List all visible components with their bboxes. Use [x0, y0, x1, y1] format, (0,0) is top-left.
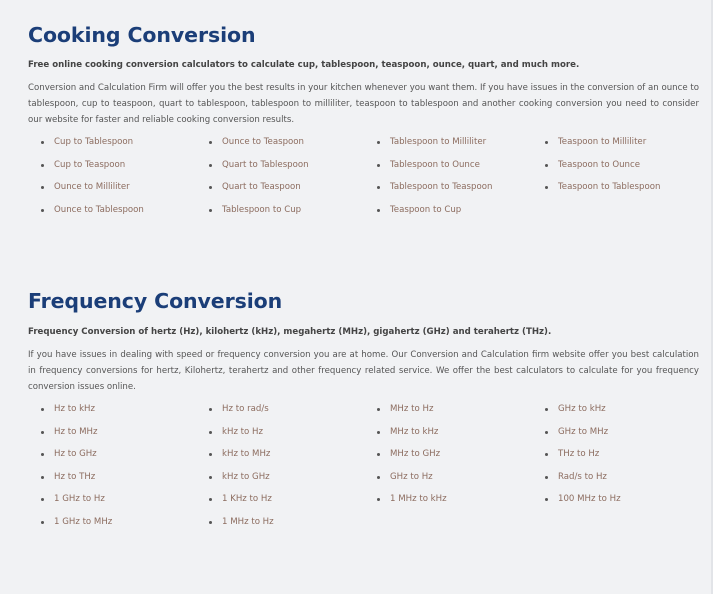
conversion-link[interactable]: Hz to THz [28, 466, 196, 489]
conversion-link[interactable]: kHz to MHz [196, 443, 364, 466]
conversion-link[interactable]: 100 MHz to Hz [532, 488, 699, 511]
section-title: Cooking Conversion [28, 23, 256, 47]
conversion-link[interactable]: Tablespoon to Cup [196, 199, 364, 222]
conversion-link[interactable]: Tablespoon to Teaspoon [364, 176, 532, 199]
conversion-link[interactable]: kHz to Hz [196, 421, 364, 444]
conversion-link[interactable]: kHz to GHz [196, 466, 364, 489]
section-lead: Frequency Conversion of hertz (Hz), kilohertz (kHz), megahertz (MHz), gigahertz (GHz) and terahertz (THz). [28, 327, 552, 337]
conversion-link[interactable]: 1 KHz to Hz [196, 488, 364, 511]
conversion-link[interactable]: 1 MHz to kHz [364, 488, 532, 511]
conversion-link[interactable]: Ounce to Tablespoon [28, 199, 196, 222]
conversion-link[interactable]: Hz to GHz [28, 443, 196, 466]
section-title: Frequency Conversion [28, 289, 283, 313]
conversion-link[interactable]: MHz to kHz [364, 421, 532, 444]
conversion-link[interactable]: Teaspoon to Cup [364, 199, 532, 222]
conversion-link[interactable]: Quart to Teaspoon [196, 176, 364, 199]
conversion-link[interactable]: MHz to GHz [364, 443, 532, 466]
conversion-link[interactable]: Quart to Tablespoon [196, 154, 364, 177]
conversion-link[interactable]: 1 GHz to Hz [28, 488, 196, 511]
frequency-links-list [28, 398, 699, 534]
conversion-link[interactable]: 1 MHz to Hz [196, 511, 364, 534]
conversion-link[interactable]: Ounce to Milliliter [28, 176, 196, 199]
conversion-link[interactable]: Hz to MHz [28, 421, 196, 444]
conversion-link[interactable]: Teaspoon to Tablespoon [532, 176, 699, 199]
conversion-link[interactable]: Tablespoon to Ounce [364, 154, 532, 177]
conversion-link[interactable]: Hz to rad/s [196, 398, 364, 421]
conversion-link[interactable]: Ounce to Teaspoon [196, 131, 364, 154]
conversion-link[interactable]: Teaspoon to Milliliter [532, 131, 699, 154]
conversion-link[interactable]: Teaspoon to Ounce [532, 154, 699, 177]
conversion-link[interactable]: Tablespoon to Milliliter [364, 131, 532, 154]
conversion-link[interactable]: Cup to Teaspoon [28, 154, 196, 177]
section-lead: Free online cooking conversion calculators to calculate cup, tablespoon, teaspoon, ounce, quart, and much more. [28, 60, 580, 70]
section-description: If you have issues in dealing with speed or frequency conversion you are at home. Our Conversion and Calculation firm website offer you best calculation in frequency conversions for hertz, Kilohertz, terahertz and other frequency related service. We offer the best calculators to calculate for you frequency conversion issues online. [28, 350, 699, 392]
conversion-link[interactable]: Cup to Tablespoon [28, 131, 196, 154]
cooking-conversion-section [28, 20, 699, 221]
conversion-link[interactable]: GHz to kHz [532, 398, 699, 421]
conversion-link[interactable]: GHz to Hz [364, 466, 532, 489]
section-description: Conversion and Calculation Firm will offer you the best results in your kitchen whenever you want them. If you have issues in the conversion of an ounce to tablespoon, cup to teaspoon, quart to tablespoon, tablespoon to milliliter, teaspoon to tablespoon and another cooking conversion you need to consider our website for faster and reliable cooking conversion results. [28, 83, 699, 125]
conversion-link[interactable]: THz to Hz [532, 443, 699, 466]
frequency-conversion-section [28, 286, 699, 534]
cooking-links-list [28, 131, 699, 221]
conversion-link[interactable]: Rad/s to Hz [532, 466, 699, 489]
conversion-link[interactable]: MHz to Hz [364, 398, 532, 421]
conversion-link[interactable]: 1 GHz to MHz [28, 511, 196, 534]
conversion-link[interactable]: GHz to MHz [532, 421, 699, 444]
conversion-link[interactable]: Hz to kHz [28, 398, 196, 421]
